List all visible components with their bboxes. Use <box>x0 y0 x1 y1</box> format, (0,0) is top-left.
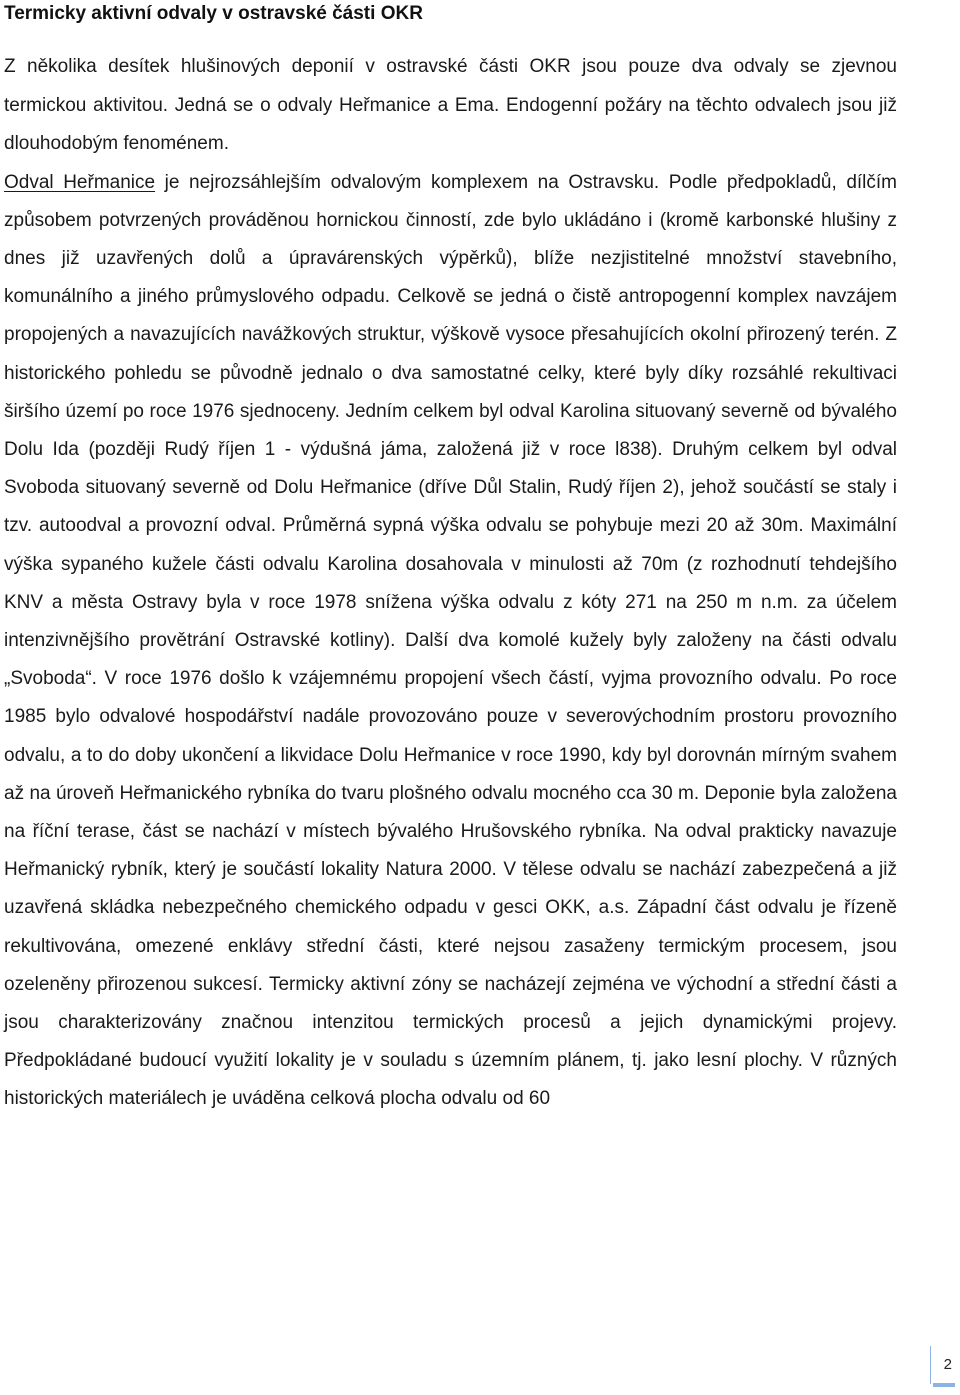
page-number-bar <box>933 1383 955 1387</box>
page-number: 2 <box>943 1356 952 1373</box>
body-paragraph-text: je nejrozsáhlejším odvalovým komplexem na Ostravsku. Podle předpokladů, dílčím způsobem potvrzených prováděnou hornickou činností, zde bylo ukládáno i (kromě karbonské hlušiny z dnes již uzavřených dolů a úpravárenských výpěrků), blíže nezjistitelné množství stavebního, komunálního a jiného průmyslového odpadu. Celkově se jedná o čistě antropogenní komplex navzájem propojených a navazujících navážkových struktur, výškově vysoce přesahujících okolní přirozený terén. Z historického pohledu se původně jednalo o dva samostatné celky, které byly díky rozsáhlé rekultivaci širšího území po roce 1976 sjednoceny. Jedním celkem byl odval Karolina situovaný severně od bývalého Dolu Ida (později Rudý říjen 1 - výdušná jáma, založená již v roce l838). Druhým celkem byl odval Svoboda situovaný severně od Dolu Heřmanice (dříve Důl Stalin, Rudý říjen 2), jehož součástí se staly i tzv. autoodval a provozní odval. Průměrná sypná výška odvalu se pohybuje mezi 20 až 30m. Maximální výška sypaného kužele části odvalu Karolina dosahovala v minulosti až 70m (z rozhodnutí tehdejšího KNV a města Ostravy byla v roce 1978 snížena výška odvalu z kóty 271 na 250 m n.m. za účelem intenzivnějšího provětrání Ostravské kotliny). Další dva komolé kužely byly založeny na části odvalu „Svoboda“. V roce 1976 došlo k vzájemnému propojení všech částí, vyjma provozního odvalu. Po roce 1985 bylo odvalové hospodářství nadále provozováno pouze v severovýchodním prostoru provozního odvalu, a to do doby ukončení a likvidace Dolu Heřmanice v roce 1990, kdy byl dorovnán mírným svahem až na úroveň Heřmanického rybníka do tvaru plošného odvalu mocného cca 30 m. Deponie byla založena na říční terase, část se nachází v místech bývalého Hrušovského rybníka. Na odval prakticky navazuje Heřmanický rybník, který je součástí lokality Natura 2000. V tělese odvalu se nachází zabezpečená a již uzavřená skládka nebezpečného chemického odpadu v gesci OKK, a.s. Západní část odvalu je řízeně rekultivována, omezené enklávy střední části, které nejsou zasaženy termickým procesem, jsou ozeleněny přirozenou sukcesí. Termicky aktivní zóny se nacházejí zejména ve východní a střední části a jsou charakterizovány značnou intenzitou termických procesů a jejich dynamickými projevy. Předpokládané budoucí využití lokality je v souladu s územním plánem, tj. jako lesní plochy. V různých historických materiálech je uváděna celková plocha odvalu od 60 <box>4 171 897 1110</box>
section-title: Termicky aktivní odvaly v ostravské části OKR <box>4 3 423 24</box>
underlined-heading-text: Odval Heřmanice <box>4 171 156 193</box>
page-number-rule <box>930 1346 931 1384</box>
intro-paragraph: Z několika desítek hlušinových deponií v ostravské části OKR jsou pouze dva odvaly se zjevnou termickou aktivitou. Jedná se o odvaly Heřmanice a Ema. Endogenní požáry na těchto odvalech jsou již dlouhodobým fenoménem. <box>4 56 897 154</box>
document-page <box>4 0 897 1119</box>
body-paragraph <box>4 164 897 1119</box>
